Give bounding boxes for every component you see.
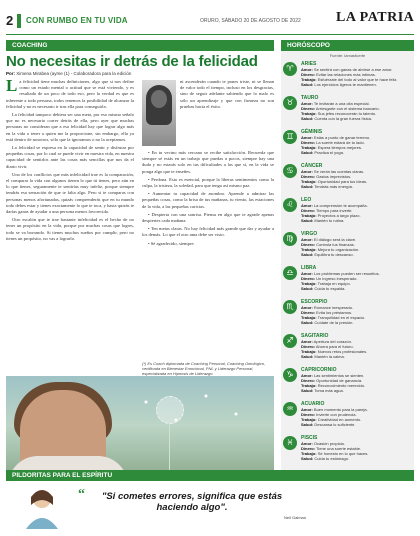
forecast-line-salud: [301, 150, 412, 155]
zodiac-capricornio-icon: ♑: [283, 368, 297, 382]
forecast-text: Descansa lo suficiente.: [314, 422, 356, 428]
zodiac-libra-icon: ♎: [283, 266, 297, 280]
zodiac-aries-icon: ♈: [283, 62, 297, 76]
horoscope-sign-capricornio: [281, 366, 414, 400]
forecast-line-salud: [301, 422, 412, 427]
forecast-line-salud: [301, 82, 412, 87]
horoscope-sign-géminis: [281, 128, 414, 162]
forecast-line-salud: [301, 218, 412, 223]
paragraph: • Ten metas claras. No hay felicidad más grande que dar y ayudar a los demás. Lo que el otro ama debe ser visto.: [142, 226, 274, 238]
forecast-label: Dinero:: [301, 106, 315, 112]
forecast-text: El diálogo será la clave.: [313, 237, 357, 242]
sign-forecast: [301, 237, 412, 257]
forecast-label: Dinero:: [301, 310, 315, 316]
sign-forecast: [301, 339, 412, 359]
forecast-label: Dinero:: [301, 276, 315, 282]
forecast-label: Trabajo:: [301, 247, 317, 253]
dropcap: L: [6, 79, 18, 95]
forecast-label: Dinero:: [301, 378, 315, 384]
forecast-text: Arriesgarte con el sistema bancario.: [315, 106, 380, 112]
forecast-text: Sus jefes reconocerán tu talento.: [317, 111, 377, 117]
forecast-text: Oportunidad de ganancia.: [316, 378, 363, 384]
forecast-label: Trabajo:: [301, 213, 317, 219]
author-photo: [142, 80, 176, 146]
pildoritas-box: [6, 481, 414, 531]
dateline: ORURO, SÁBADO 20 DE AGOSTO DE 2022: [200, 18, 301, 24]
forecast-text: Se verán las cuentas claras.: [313, 169, 365, 174]
forecast-text: Controla tus finanzas.: [316, 242, 355, 248]
forecast-text: Reconocimiento merecido.: [317, 383, 366, 389]
article: [6, 40, 274, 470]
forecast-text: Espera tiempos mejores.: [317, 145, 362, 151]
forecast-label: Salud:: [301, 422, 314, 428]
forecast-label: Amor:: [301, 237, 313, 242]
article-kicker: COACHING: [6, 40, 274, 51]
sign-name: CÁNCER: [301, 163, 323, 169]
forecast-text: Mantén la calma.: [314, 354, 345, 360]
forecast-text: Romance inesperado.: [313, 305, 354, 310]
dandelion-seeds: [116, 384, 266, 444]
forecast-text: Un ingreso inesperado.: [316, 276, 358, 282]
author-credit: (*) Es Coach diplomada de Coaching Personal, Coaching Ontológico, certificada en Bienestar Emocional, PNL y Liderazgo Personal, especializada en Hipnosis de Liderazgo.: [142, 361, 266, 376]
article-column-1: [6, 79, 134, 361]
forecast-text: Sé honesto en lo que haces.: [317, 451, 369, 457]
paragraph: La felicidad tampoco debiera ser una meta, por eso mismo señalo que no es necesario correr detrás de ella, pero ayer que muchas personas no consideran que a esa felicidad hay que lograr algo más en la vida o tener a quien me la proporcione, sin embargo, ella ya está dentro de nosotros, sólo que la ignoramos o no la aceptamos.: [6, 112, 134, 142]
forecast-text: Gastos imprevistos.: [316, 174, 352, 180]
forecast-label: Amor:: [301, 373, 313, 378]
forecast-text: Apertura del corazón.: [313, 339, 352, 344]
forecast-line-salud: [301, 286, 412, 291]
forecast-label: Salud:: [301, 184, 314, 190]
forecast-text: Proyectos a largo plazo.: [317, 213, 361, 219]
sign-name: ESCORPIO: [301, 299, 328, 305]
sign-name: VIRGO: [301, 231, 318, 237]
sign-name: SAGITARIO: [301, 333, 329, 339]
zodiac-acuario-icon: ♒: [283, 402, 297, 416]
forecast-line-salud: [301, 184, 412, 189]
forecast-line-salud: [301, 252, 412, 257]
forecast-text: Invierte con prudencia.: [316, 412, 357, 418]
dandelion-icon: [156, 396, 184, 424]
forecast-label: Salud:: [301, 456, 314, 462]
forecast-line-salud: [301, 388, 412, 393]
forecast-label: Amor:: [301, 407, 313, 412]
forecast-label: Amor:: [301, 67, 313, 72]
article-headline: No necesitas ir detrás de la felicidad: [6, 53, 258, 70]
newspaper-logo: LA PATRIA: [336, 10, 415, 25]
sign-forecast: [301, 67, 412, 87]
article-column-2: [142, 150, 274, 360]
quote-mark-icon: “: [78, 487, 85, 502]
forecast-label: Salud:: [301, 116, 314, 122]
paragraph: a felicidad tiene muchas definiciones, algo que si nos define como un estado mental o actitud que se está viviendo, y es resultado de un poco de todo eso, pero la verdad es que es inherente a todo persona, todos tenemos la posibilidad de alcanzar la felicidad y no es necesario ir tras ella para conseguirla.: [6, 79, 134, 109]
horoscope-panel: [281, 40, 414, 470]
forecast-label: Salud:: [301, 320, 314, 326]
forecast-text: Los ejercicios ligeros te mantienen.: [314, 82, 377, 88]
forecast-text: Cuida tu estómago.: [314, 456, 350, 462]
forecast-line-salud: [301, 354, 412, 359]
forecast-text: Los problemas pueden ser resueltos.: [313, 271, 380, 276]
forecast-label: Trabajo:: [301, 315, 317, 321]
forecast-text: Creatividad en aumento.: [317, 417, 362, 423]
forecast-label: Dinero:: [301, 72, 315, 78]
paragraph: Otro escalón que te trae bastante infelicidad es el hecho de no tener un propósito en la vida, porque por muchas cosas que logres, todo se va borrando. Si tienes muchos sueños por cumplir, pero no tienes un propósito, no vas a lograrlo.: [6, 217, 134, 241]
sign-forecast: [301, 135, 412, 155]
zodiac-leo-icon: ♌: [283, 198, 297, 212]
sign-forecast: [301, 169, 412, 189]
forecast-text: La suerte estará de tu lado.: [316, 140, 365, 146]
paragraph: • Despierta con una sonrisa. Piensa en algo que te agrade apenas despiertes cada mañana.: [142, 211, 274, 224]
paragraph: La felicidad se expresa en la capacidad de sentir y disfrutar por pequeñas cosas, por lo cual se puede vivir en nuestra vida, en nuestra capacidad de sentirlos ante las cosas más sencillas que nos da el diario vivir.: [6, 145, 134, 169]
forecast-label: Dinero:: [301, 242, 315, 248]
author-face: [151, 90, 167, 108]
forecast-label: Salud:: [301, 354, 314, 360]
forecast-text: Tranquilidad en el espacio.: [317, 315, 366, 321]
forecast-text: Oportunidad para tus ideas.: [317, 179, 368, 185]
forecast-label: Dinero:: [301, 140, 315, 146]
forecast-line-salud: [301, 116, 412, 121]
forecast-line-salud: [301, 320, 412, 325]
forecast-label: Salud:: [301, 388, 314, 394]
forecast-text: Ahorra para el futuro.: [315, 344, 354, 350]
zodiac-cáncer-icon: ♋: [283, 164, 297, 178]
forecast-label: Trabajo:: [301, 383, 317, 389]
forecast-text: Equilibra tu descanso.: [314, 252, 354, 258]
article-intro-right: ni ascenderán cuando te pones triste, ni se llenan de valor todo el tiempo, incluso en los desgracias, sino de seguir adelante sabiendo que lo malo es sólo un aprendizaje y que con firmeza no son pruebas hacia el éxito.: [180, 79, 274, 109]
paragraph: • Aumentar tu capacidad de asombro. Aprende a admirar las pequeñas cosas, como la brisa de tus mañanas, tu viento, las estaciones de la vida, a las pequeñas caricias.: [142, 191, 274, 209]
sign-name: ARIES: [301, 61, 317, 67]
forecast-text: Buen momento para la pareja.: [313, 407, 368, 412]
page-header: [0, 0, 420, 34]
paragraph: • En tu vecino más cercano se recibe satisfacción. Recuerda que siempre sé estás en un trabajo que puedas a pocos, siempre hay una duda y no estarás solo en tus dificultades a las que sí, en la vida se ponga algo que te enseñes.: [142, 150, 274, 174]
zodiac-géminis-icon: ♊: [283, 130, 297, 144]
horoscope-sign-acuario: [281, 400, 414, 434]
sign-name: TAURO: [301, 95, 319, 101]
forecast-text: Toma más agua.: [314, 388, 344, 394]
horoscope-source: Fuente: lamasfuerte: [329, 53, 366, 58]
sign-forecast: [301, 305, 412, 325]
sign-forecast: [301, 407, 412, 427]
forecast-text: Evita los préstamos.: [316, 310, 353, 316]
forecast-label: Amor:: [301, 169, 313, 174]
zodiac-virgo-icon: ♍: [283, 232, 297, 246]
forecast-label: Amor:: [301, 203, 313, 208]
forecast-text: Cuenta con la gran fuerza física.: [314, 116, 372, 122]
forecast-label: Salud:: [301, 252, 314, 258]
header-divider: [6, 34, 414, 35]
sign-forecast: [301, 271, 412, 291]
forecast-text: Practica el yoga.: [314, 150, 344, 156]
forecast-label: Trabajo:: [301, 179, 317, 185]
horoscope-sign-tauro: [281, 94, 414, 128]
forecast-label: Amor:: [301, 101, 313, 106]
forecast-label: Trabajo:: [301, 77, 317, 83]
horoscope-sign-escorpio: [281, 298, 414, 332]
forecast-label: Dinero:: [301, 412, 315, 418]
forecast-label: Amor:: [301, 135, 313, 140]
forecast-label: Trabajo:: [301, 417, 317, 423]
forecast-text: Estás a punto de ganar terreno.: [313, 135, 371, 140]
sign-name: GÉMINIS: [301, 129, 323, 135]
paragraph: • Perdona. Esto es esencial, porque la liberas sentimentos como la culpa, la tristeza, la soledad, para que tenga así mismo paz.: [142, 176, 274, 189]
sign-name: CAPRICORNIO: [301, 367, 337, 373]
article-byline: [6, 71, 131, 76]
zodiac-tauro-icon: ♉: [283, 96, 297, 110]
horoscope-sign-piscis: [281, 434, 414, 468]
forecast-text: Se sentirá con ganas de abrirse a ese amor.: [313, 67, 393, 72]
pildoritas-title: PILDORITAS PARA EL ESPÍRITU: [6, 470, 414, 481]
forecast-text: Las sentimientos se sienten.: [313, 373, 365, 378]
forecast-label: Trabajo:: [301, 145, 317, 151]
sign-forecast: [301, 373, 412, 393]
forecast-text: Nuevos retos profesionales.: [317, 349, 368, 355]
forecast-label: Salud:: [301, 82, 314, 88]
forecast-text: Tendrás más energía.: [314, 184, 353, 190]
horoscope-sign-sagitario: [281, 332, 414, 366]
section-marker: [17, 14, 21, 28]
forecast-label: Dinero:: [301, 344, 315, 350]
sign-forecast: [301, 101, 412, 121]
page-number: 2: [6, 13, 14, 28]
forecast-label: Trabajo:: [301, 349, 317, 355]
paragraph: • Sé agradecido, siempre.: [148, 240, 195, 246]
forecast-label: Dinero:: [301, 446, 315, 452]
forecast-text: Tiempo para invertir.: [316, 208, 353, 214]
forecast-label: Amor:: [301, 441, 313, 446]
forecast-text: La comprensión te acompaña.: [313, 203, 368, 208]
forecast-text: Te invitarán a una cita especial.: [313, 101, 370, 106]
sign-forecast: [301, 203, 412, 223]
forecast-text: Cuida tu espalda.: [314, 286, 346, 292]
girl-illustration-icon: [12, 485, 72, 529]
zodiac-escorpio-icon: ♏: [283, 300, 297, 314]
forecast-text: Trabaja en equipo.: [317, 281, 351, 287]
zodiac-sagitario-icon: ♐: [283, 334, 297, 348]
forecast-label: Amor:: [301, 305, 313, 310]
forecast-text: Mantén tu rutina.: [314, 218, 345, 224]
horoscope-sign-leo: [281, 196, 414, 230]
forecast-label: Salud:: [301, 150, 314, 156]
byline-author: Ximena Mirabea (ayme (1) - Colaboradora para la edición: [16, 71, 132, 76]
sign-name: LEO: [301, 197, 312, 203]
forecast-label: Dinero:: [301, 208, 315, 214]
sign-name: LIBRA: [301, 265, 317, 271]
paragraph: Uno de los conflictos que más infelicidad trae es la comparación, el comparar la vida con algunos tienen lo que tú tienes, pero aún en lo que tienes, seguramente te sentirías muy infeliz, porque siempre tendrás esa sensación de que te falta algo. Pero si te comparas con personas menos afortunadas, quizás comprenderás que en tu mundo todo debes estar y tienes exactamente lo que te toca, y hasta quizás te darías ganas de ayudar a una persona menos favorecida.: [6, 171, 134, 215]
horoscope-sign-aries: [281, 60, 414, 94]
sign-name: PISCIS: [301, 435, 318, 441]
horoscope-sign-libra: [281, 264, 414, 298]
sign-name: ACUARIO: [301, 401, 325, 407]
forecast-label: Trabajo:: [301, 451, 317, 457]
forecast-text: Tiene una suerte estable.: [316, 446, 362, 452]
sign-forecast: [301, 441, 412, 461]
forecast-label: Amor:: [301, 271, 313, 276]
forecast-text: Evitar las relaciones más íntimas.: [316, 72, 376, 78]
forecast-text: Cuídate de la presión.: [314, 320, 354, 326]
horoscope-title: HORÓSCOPO: [281, 40, 414, 51]
forecast-line-salud: [301, 456, 412, 461]
forecast-label: Amor:: [301, 339, 313, 344]
byline-label: Por:: [6, 71, 15, 76]
forecast-label: Dinero:: [301, 174, 315, 180]
forecast-label: Trabajo:: [301, 281, 317, 287]
forecast-label: Salud:: [301, 286, 314, 292]
forecast-label: Trabajo:: [301, 111, 317, 117]
section-title: CON RUMBO EN TU VIDA: [26, 16, 128, 25]
zodiac-piscis-icon: ♓: [283, 436, 297, 450]
pildoritas-quote: "Si cometes errores, significa que estás haciendo algo".: [101, 491, 283, 513]
forecast-text: Mejora tu organización.: [317, 247, 360, 253]
quote-author: Neil Gaiman: [284, 515, 307, 520]
horoscope-sign-cáncer: [281, 162, 414, 196]
forecast-text: Ocasión propicia.: [313, 441, 345, 446]
forecast-label: Salud:: [301, 218, 314, 224]
forecast-text: Esfuérzate del todo al valor que te hace feliz.: [317, 77, 398, 83]
horoscope-sign-virgo: [281, 230, 414, 264]
